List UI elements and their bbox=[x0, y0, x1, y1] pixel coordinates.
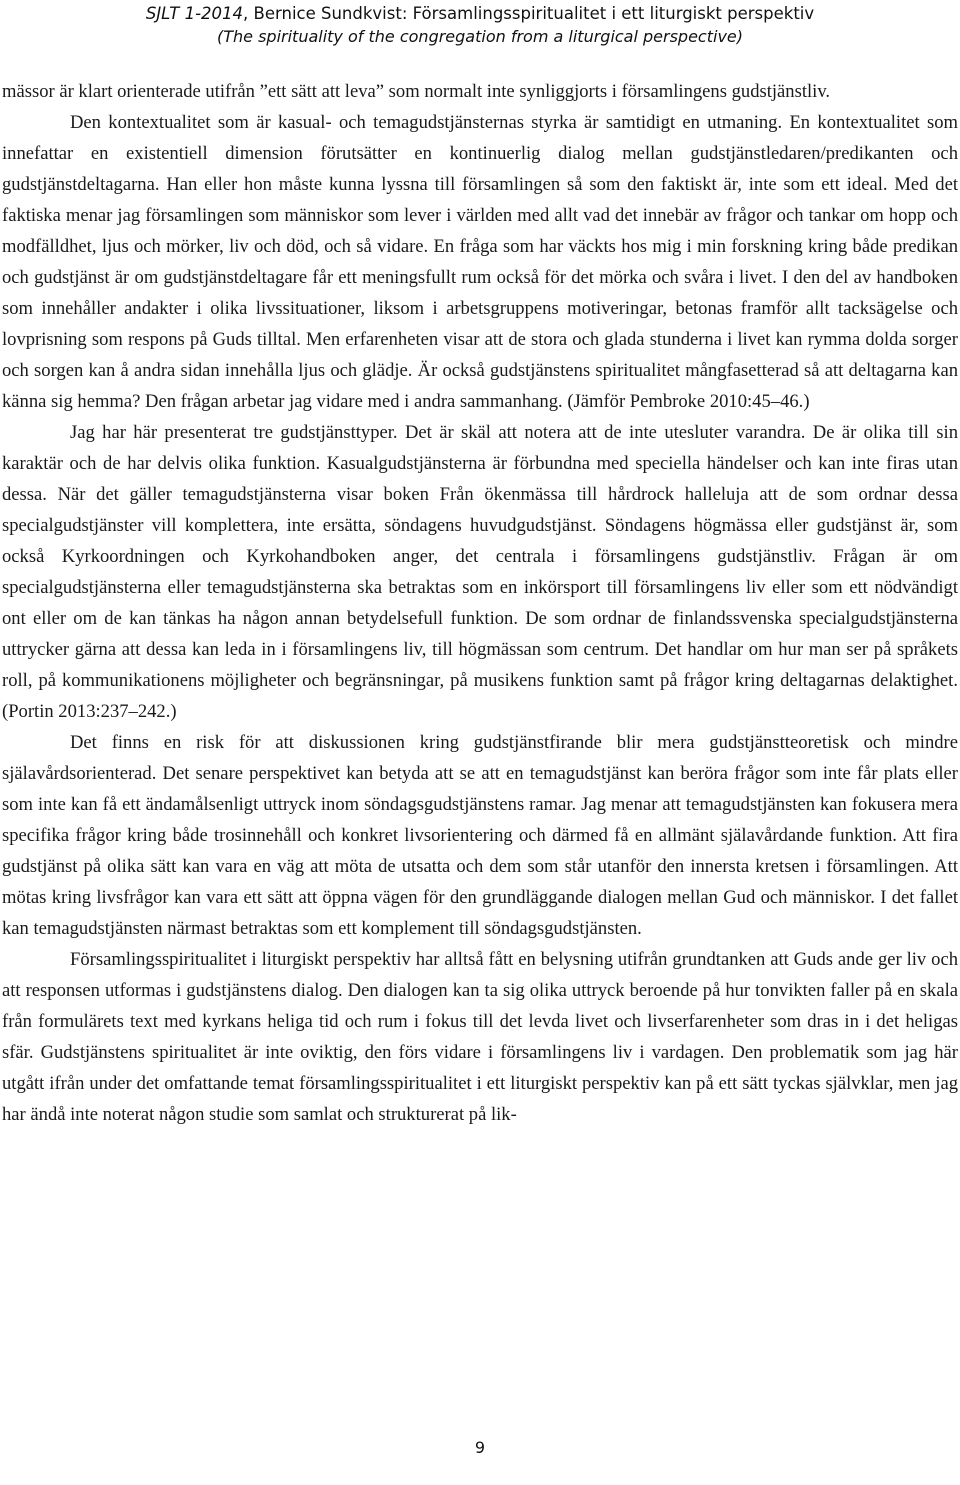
page-number: 9 bbox=[474, 1438, 486, 1457]
paragraph: Den kontextualitet som är kasual- och temagudstjänsternas styrka är samtidigt en utmaning. En kontextualitet som innefattar en existentiell dimension förutsätter en kontinuerlig dialog mellan gudstjänstledaren/predikanten och gudstjänstdeltagarna. Han eller hon måste kunna lyssna till församlingen så som den faktiskt är, inte som ett ideal. Med det faktiska menar jag församlingen som människor som lever i världen med allt vad det innebär av frågor och tankar om hopp och modfälldhet, ljus och mörker, liv och död, och så vidare. En fråga som har väckts hos mig i min forskning kring både predikan och gudstjänst är om gudstjänstdeltagare får ett meningsfullt rum också för det mörka och svåra i livet. I den del av handboken som innehåller andakter i olika livssituationer, liksom i arbetsgruppens motiveringar, betonas framför allt tacksägelse och lovprisning som respons på Guds tilltal. Men erfarenheten visar att de stora och glada stunderna i livet kan rymma dolda sorger och sorgen kan å andra sidan innehålla ljus och glädje. Är också gudstjänstens spiritualitet mångfasetterad så att deltagarna kan känna sig hemma? Den frågan arbetar jag vidare med i andra sammanhang. (Jämför Pembroke 2010:45–46.) bbox=[2, 112, 958, 412]
article-body bbox=[2, 76, 958, 1130]
paragraph: Församlingsspiritualitet i liturgiskt perspektiv har alltså fått en belysning utifrån grundtanken att Guds ande ger liv och att responsen utformas i gudstjänstens dialog. Den dialogen kan ta sig olika uttryck beroende på hur tonvikten faller på en skala från formulärets text med kyrkans heliga tid och rum i fokus till det levda livet och livserfarenheter som dras in i det heligas sfär. Gudstjänstens spiritualitet är inte oviktig, den förs vidare i församlingens liv i vardagen. Den problematik som jag här utgått ifrån under det omfattande temat församlingsspiritualitet i ett liturgiskt perspektiv kan på ett sätt tyckas självklar, men jag har ändå inte noterat någon studie som samlat och strukturerat på lik- bbox=[2, 949, 958, 1125]
header-translation: (The spirituality of the congregation from a liturgical perspective) bbox=[217, 27, 743, 46]
paragraph: Det finns en risk för att diskussionen kring gudstjänstfirande blir mera gudstjänstteoretisk och mindre själavårdsorienterad. Det senare perspektivet kan betyda att se att en temagudstjänst kan beröra frågor som inte får plats eller som inte kan få ett ändamålsenligt uttryck inom söndagsgudstjänstens ramar. Jag menar att temagudstjänsten kan fokusera mera specifika frågor kring både trosinnehåll och konkret livsorientering och därmed få en allmänt själavårdande funktion. Att fira gudstjänst på olika sätt kan vara en väg att möta de utsatta och dem som står utanför den innersta kretsen i församlingen. Att mötas kring livsfrågor kan vara ett sätt att öppna vägen för den grundläggande dialogen mellan Gud och människor. I det fallet kan temagudstjänsten närmast betraktas som ett komplement till söndagsgudstjänsten. bbox=[2, 732, 958, 939]
journal-ref: SJLT 1-2014 bbox=[145, 4, 244, 23]
paragraph-continuation: mässor är klart orienterade utifrån ”ett sätt att leva” som normalt inte synliggjorts i församlingens gudstjänstliv. bbox=[2, 81, 831, 102]
paragraph: Jag har här presenterat tre gudstjänsttyper. Det är skäl att notera att de inte utesluter varandra. De är olika till sin karaktär och de har delvis olika funktion. Kasualgudstjänsterna är förbundna med speciella händelser och kan inte firas utan dessa. När det gäller temagudstjänsterna visar boken Från ökenmässa till hårdrock halleluja att de som ordnar dessa specialgudstjänster vill komplettera, inte ersätta, söndagens huvudgudstjänst. Söndagens högmässa eller gudstjänst är, som också Kyrkoordningen och Kyrkohandboken anger, det centrala i församlingens gudstjänstliv. Frågan är om specialgudstjänsterna eller temagudstjänsterna ska betraktas som en inkörsport till församlingens liv eller som ett nödvändigt ont eller om de kan tänkas ha någon annan betydelsefull funktion. De som ordnar de finlandssvenska specialgudstjänsterna uttrycker gärna att dessa kan leda in i församlingens liv, till högmässan som centrum. Det handlar om hur man ser på språkets roll, på kommunikationens möjligheter och begränsningar, på musikens funktion samt på frågor kring deltagarnas delaktighet. (Portin 2013:237–242.) bbox=[2, 422, 958, 722]
running-header bbox=[0, 2, 960, 48]
article-title: , Bernice Sundkvist: Församlingsspiritualitet i ett liturgiskt perspektiv bbox=[243, 4, 815, 23]
header-title-line bbox=[0, 2, 960, 25]
